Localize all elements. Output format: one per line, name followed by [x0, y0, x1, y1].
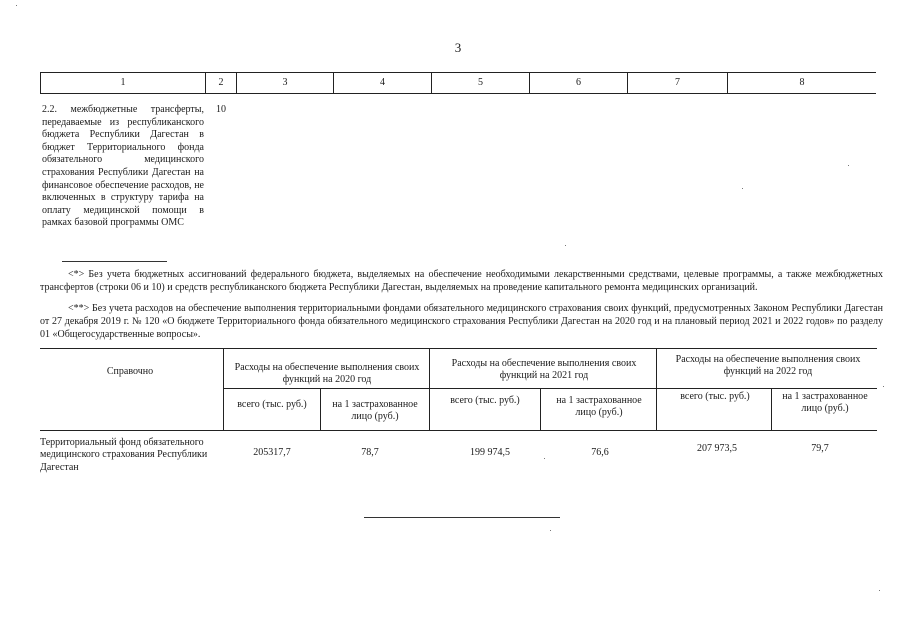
value-total-2022: 207 973,5 — [697, 443, 737, 454]
sub-header-per-insured-2022: на 1 застрахованное лицо (руб.) — [782, 391, 868, 414]
sub-header-per-insured-2020: на 1 застрахованное лицо (руб.) — [332, 399, 418, 422]
top-table-row-number: 10 — [216, 104, 226, 115]
table-divider — [320, 388, 321, 430]
data-row-label: Территориальный фонд обязательного медицинского страхования Республики Дагестан — [40, 437, 208, 473]
footnote-1: <*> Без учета бюджетных ассигнований федерального бюджета, выделяемых на обеспечение необходимыми лекарственными средствами, целевые программы, а также межбюджетных трансфертов (строки 06 и 10) и средств республиканского бюджета Республики Дагестан, выделяемых на проведение капитального ремонта медицинских организаций. — [40, 269, 883, 293]
group-header-2020: Расходы на обеспечение выполнения своих функций на 2020 год — [234, 362, 420, 385]
table-divider — [771, 388, 772, 430]
group-header-2021: Расходы на обеспечение выполнения своих функций на 2021 год — [451, 358, 637, 381]
table-rule-mid — [223, 388, 877, 389]
table-divider — [540, 388, 541, 430]
scan-speck — [742, 188, 743, 189]
table-rule-bottom — [40, 430, 877, 431]
column-number-2: 2 — [206, 73, 237, 93]
top-table-header — [40, 72, 876, 94]
column-number-8: 8 — [799, 77, 805, 88]
column-number-6: 6 — [530, 73, 628, 93]
value-per-insured-2022: 79,7 — [811, 443, 829, 454]
scan-speck — [16, 5, 17, 6]
column-number-4: 4 — [334, 73, 432, 93]
column-number-1: 1 — [41, 73, 206, 93]
reference-table-header — [40, 348, 877, 430]
group-header-2022: Расходы на обеспечение выполнения своих функций на 2022 год — [675, 354, 861, 377]
value-total-2021: 199 974,5 — [470, 447, 510, 458]
scan-speck — [565, 245, 566, 246]
reference-header: Справочно — [106, 366, 154, 377]
column-number-3: 3 — [237, 73, 334, 93]
sub-header-total-2020: всего (тыс. руб.) — [237, 399, 307, 410]
scan-speck — [550, 530, 551, 531]
page-number: 3 — [454, 40, 462, 55]
table-rule-top — [40, 348, 877, 349]
column-number-5: 5 — [432, 73, 530, 93]
footnote-2: <**> Без учета расходов на обеспечение выполнения территориальными фондами обязательного медицинского страхования своих функций, предусмотренных Законом Республики Дагестан от 27 декабря 2019 г. № 120 «О бюджете Территориального фонда обязательного медицинского страхования Республики Дагестан на 2020 год и на плановый период 2021 и 2022 годов» по разделу 01 «Общегосударственные вопросы». — [40, 303, 883, 340]
table-divider — [223, 348, 224, 430]
footnote-separator — [62, 261, 167, 262]
top-table-row-text: 2.2. межбюджетные трансферты, передаваемые из республиканского бюджета Республики Дагестан в бюджет Территориального фонда обязательного медицинского страхования Республики Дагестан на финансовое обеспечение расходов, не включенных в структуру тарифа на оплату медицинской помощи в рамках базовой программы ОМС — [42, 104, 204, 229]
scan-speck — [883, 386, 884, 387]
sub-header-total-2021: всего (тыс. руб.) — [450, 395, 520, 406]
sub-header-total-2022: всего (тыс. руб.) — [680, 391, 750, 402]
scan-speck — [879, 590, 880, 591]
closing-rule — [364, 517, 560, 518]
table-divider — [656, 348, 657, 430]
scan-speck — [848, 165, 849, 166]
sub-header-per-insured-2021: на 1 застрахованное лицо (руб.) — [556, 395, 642, 418]
value-per-insured-2021: 76,6 — [591, 447, 609, 458]
column-number-7: 7 — [628, 73, 728, 93]
scan-speck — [544, 458, 545, 459]
table-divider — [429, 348, 430, 430]
value-total-2020: 205317,7 — [253, 447, 291, 458]
value-per-insured-2020: 78,7 — [361, 447, 379, 458]
